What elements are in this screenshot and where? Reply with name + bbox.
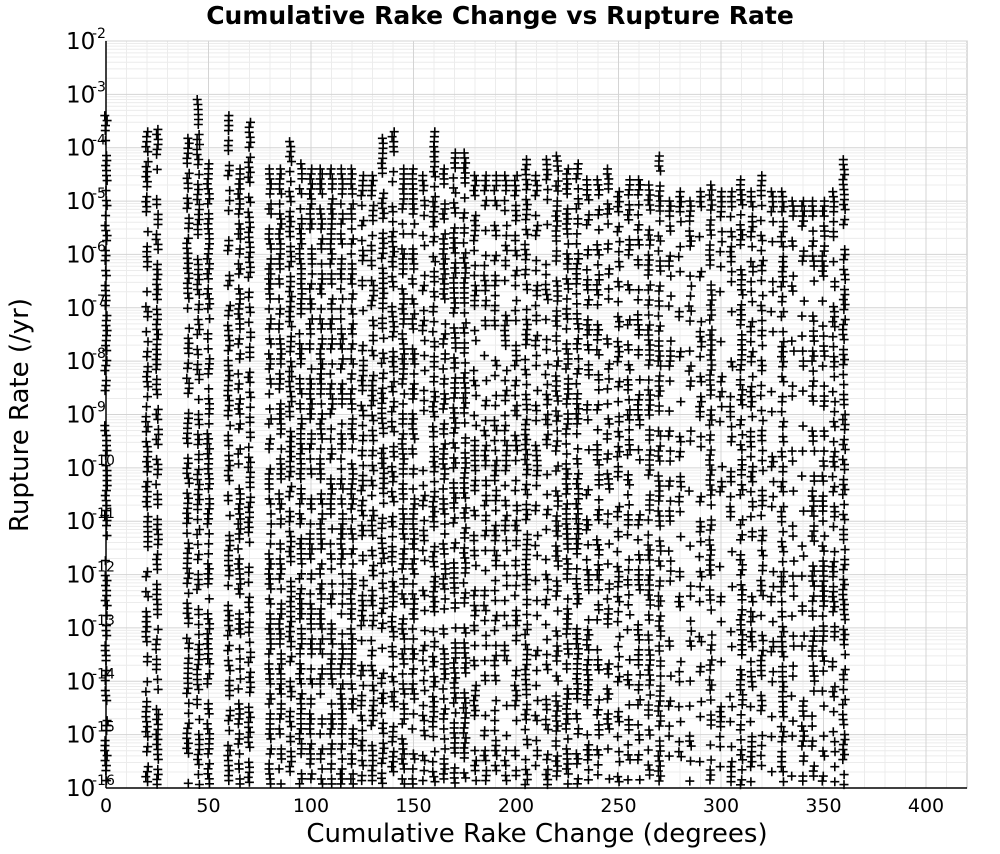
x-tick-label: 300 bbox=[702, 795, 740, 817]
y-tick-label: 10 bbox=[66, 135, 96, 162]
y-tick-exponent: -16 bbox=[92, 773, 115, 789]
y-tick-label: 10 bbox=[66, 455, 96, 482]
y-tick-exponent: -12 bbox=[92, 559, 115, 576]
x-tick-label: 100 bbox=[292, 795, 330, 817]
y-tick-label: 10 bbox=[66, 295, 96, 322]
y-tick-label: 10 bbox=[66, 776, 96, 802]
y-tick-exponent: -4 bbox=[92, 132, 106, 149]
x-tick-label: 150 bbox=[395, 795, 432, 817]
x-tick-label: 400 bbox=[907, 795, 945, 817]
x-tick-labels bbox=[100, 795, 944, 817]
x-tick-label: 350 bbox=[805, 795, 842, 817]
y-tick-label: 10 bbox=[66, 82, 96, 109]
y-tick-label: 10 bbox=[66, 509, 96, 536]
y-tick-label: 10 bbox=[66, 349, 96, 376]
y-tick-exponent: -14 bbox=[92, 666, 115, 683]
y-tick-exponent: -13 bbox=[92, 612, 115, 629]
y-tick-exponent: -9 bbox=[92, 399, 106, 416]
y-tick-label: 10 bbox=[66, 669, 96, 696]
chart-title: Cumulative Rake Change vs Rupture Rate bbox=[206, 1, 794, 30]
y-tick-label: 10 bbox=[66, 29, 96, 55]
y-tick-label: 10 bbox=[66, 189, 96, 216]
y-axis-label: Rupture Rate (/yr) bbox=[5, 298, 35, 532]
y-tick-exponent: -2 bbox=[92, 26, 106, 42]
y-tick-label: 10 bbox=[66, 242, 96, 269]
y-tick-label: 10 bbox=[66, 562, 96, 589]
x-tick-label: 0 bbox=[99, 795, 113, 817]
y-tick-exponent: -3 bbox=[92, 79, 106, 96]
y-tick-exponent: -10 bbox=[92, 452, 115, 469]
x-axis-label: Cumulative Rake Change (degrees) bbox=[306, 819, 768, 849]
x-tick-label: 200 bbox=[497, 795, 535, 817]
y-tick-label: 10 bbox=[66, 402, 96, 429]
y-tick-exponent: -5 bbox=[92, 186, 106, 203]
y-tick-exponent: -8 bbox=[92, 346, 106, 363]
y-tick-label: 10 bbox=[66, 615, 96, 642]
y-tick-exponent: -11 bbox=[92, 506, 115, 523]
y-tick-label: 10 bbox=[66, 722, 96, 749]
x-tick-label: 250 bbox=[600, 795, 637, 817]
x-tick-label: 50 bbox=[196, 795, 221, 817]
y-tick-exponent: -15 bbox=[92, 719, 115, 736]
y-tick-exponent: -6 bbox=[92, 239, 106, 256]
y-tick-exponent: -7 bbox=[92, 292, 106, 309]
